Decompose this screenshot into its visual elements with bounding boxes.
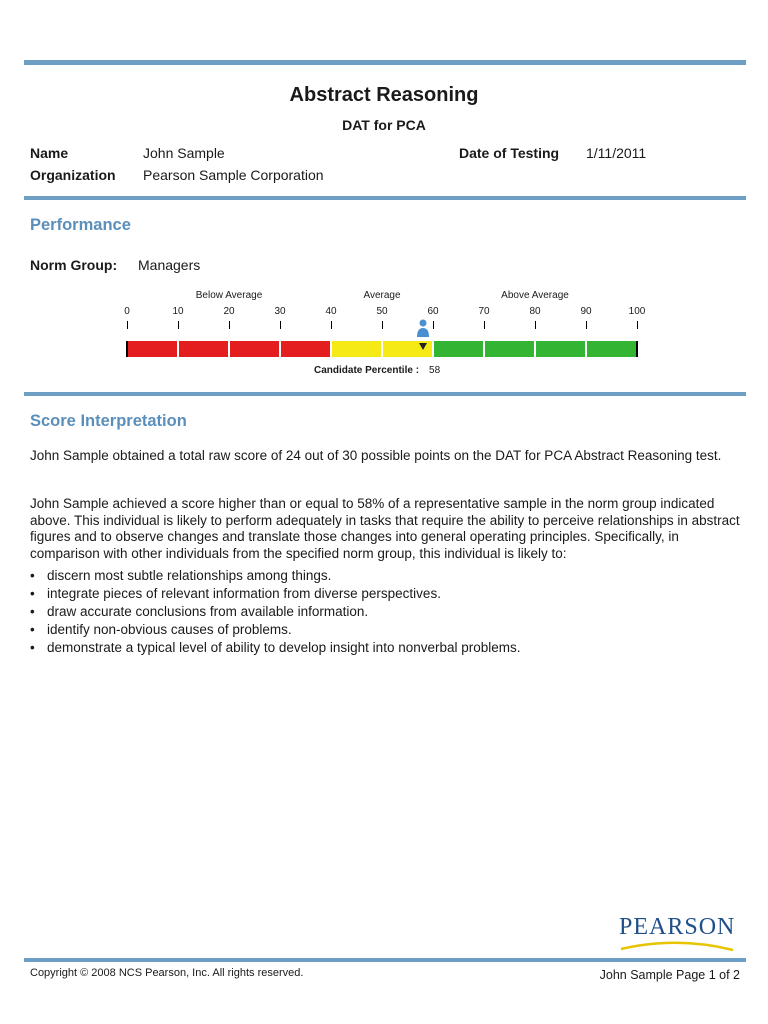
pearson-logo: PEARSON [619, 914, 735, 954]
likely-abilities-list [30, 567, 521, 657]
report-title: Abstract Reasoning [289, 84, 479, 106]
bar-end-cap [126, 341, 128, 357]
organization-value: Pearson Sample Corporation [143, 167, 324, 183]
tick-mark [535, 321, 536, 329]
tick-mark [382, 321, 383, 329]
segment-divider [177, 341, 179, 357]
footer-rule [24, 958, 746, 962]
candidate-percentile-label: Candidate Percentile : [314, 365, 420, 376]
tick-mark [637, 321, 638, 329]
segment-divider [381, 341, 383, 357]
list-item: • identify non-obvious causes of problems. [30, 622, 292, 637]
name-value: John Sample [143, 145, 225, 161]
tick-mark [127, 321, 128, 329]
segment-divider [483, 341, 485, 357]
copyright-text: Copyright © 2008 NCS Pearson, Inc. All rights reserved. [30, 967, 304, 979]
performance-divider [24, 392, 746, 396]
organization-label: Organization [30, 167, 116, 183]
report-subtitle: DAT for PCA [342, 117, 426, 133]
tick-label: 80 [529, 306, 541, 317]
interpretation-paragraph-2: John Sample achieved a score higher than or equal to 58% of a representative sample in the norm group indicated above. This individual is likely to perform adequately in tasks that require the ability to perceive relationships in abstract figures and to observe changes and translate those changes into general operating principles. Specifically, in comparison with other individuals from the specified norm group, this individual is likely to: [30, 496, 740, 561]
candidate-marker-icon [413, 319, 433, 353]
band-label: Below Average [195, 290, 263, 301]
tick-mark [178, 321, 179, 329]
tick-mark [229, 321, 230, 329]
segment-divider [534, 341, 536, 357]
performance-heading: Performance [30, 216, 131, 234]
tick-label: 100 [628, 306, 646, 317]
tick-label: 10 [172, 306, 184, 317]
tick-label: 50 [376, 306, 388, 317]
list-item: • discern most subtle relationships among things. [30, 568, 332, 583]
tick-label: 60 [427, 306, 439, 317]
tick-label: 90 [580, 306, 592, 317]
percentile-scale-chart [100, 284, 670, 384]
interpretation-paragraph-1: John Sample obtained a total raw score of 24 out of 30 possible points on the DAT for PCA Abstract Reasoning test. [30, 448, 722, 463]
tick-label: 70 [478, 306, 490, 317]
band-label: Average [363, 290, 401, 301]
segment-divider [585, 341, 587, 357]
norm-group-label: Norm Group: [30, 257, 118, 273]
candidate-percentile-value: 58 [429, 365, 441, 376]
segment-divider [279, 341, 281, 357]
score-interpretation-heading: Score Interpretation [30, 412, 187, 430]
tick-mark [280, 321, 281, 329]
tick-label: 30 [274, 306, 286, 317]
list-item: • integrate pieces of relevant information from diverse perspectives. [30, 586, 441, 601]
date-label: Date of Testing [459, 145, 560, 161]
bar-end-cap [636, 341, 638, 357]
logo-swoosh-icon [619, 914, 735, 954]
list-item: • draw accurate conclusions from available information. [30, 604, 369, 619]
segment-divider [330, 341, 332, 357]
segment-divider [228, 341, 230, 357]
list-item: • demonstrate a typical level of ability to develop insight into nonverbal problems. [30, 640, 521, 655]
tick-label: 40 [325, 306, 337, 317]
band-label: Above Average [501, 290, 569, 301]
header-divider [24, 196, 746, 200]
tick-mark [586, 321, 587, 329]
candidate-percentile-row [314, 365, 440, 376]
name-label: Name [30, 145, 69, 161]
tick-label: 0 [124, 306, 130, 317]
tick-mark [484, 321, 485, 329]
date-value: 1/11/2011 [586, 145, 647, 161]
norm-group-value: Managers [138, 257, 201, 273]
top-rule [24, 60, 746, 65]
tick-mark [331, 321, 332, 329]
page-info: John Sample Page 1 of 2 [599, 968, 740, 982]
tick-label: 20 [223, 306, 235, 317]
